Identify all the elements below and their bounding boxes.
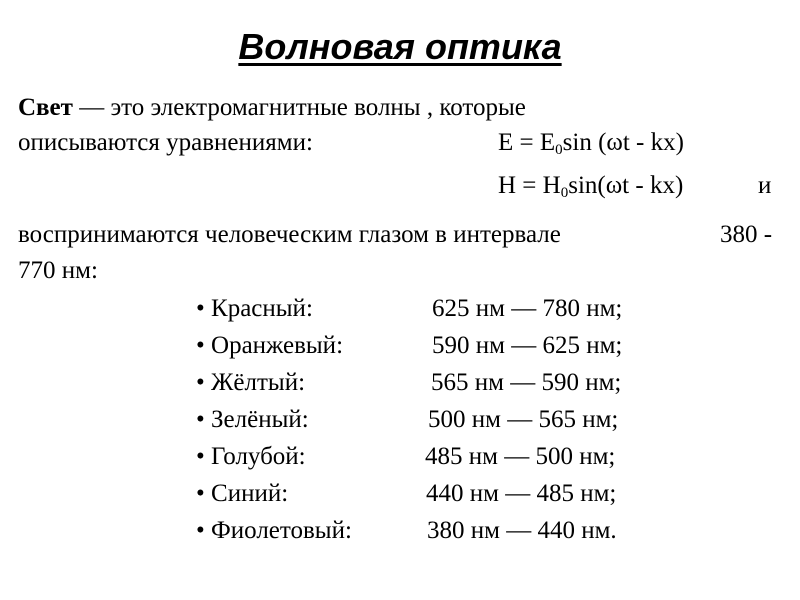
color-name: • Синий: [196,480,289,507]
color-wavelength-range: 565 нм — 590 нм; [431,369,622,396]
perception-range-start: 380 - [720,221,773,248]
intro-bold-word: Свет [18,94,73,121]
color-name: • Жёлтый: [196,369,306,396]
equation-e-suffix: sin (ωt - kx) [562,129,684,156]
color-wavelength-range: 590 нм — 625 нм; [432,332,623,359]
color-wavelength-range: 440 нм — 485 нм; [426,480,617,507]
equation-e-subscript: 0 [555,142,563,158]
equation-h-suffix: sin(ωt - kx) [568,172,684,199]
color-name: • Красный: [196,295,313,322]
intro-line-1 [18,93,526,123]
color-name: • Голубой: [196,443,306,470]
equation-h [498,171,683,201]
color-wavelength-range: 485 нм — 500 нм; [425,443,616,470]
equation-h-subscript: 0 [560,185,569,201]
color-name: • Оранжевый: [196,332,344,359]
conjunction-and: и [758,172,772,199]
equation-e [498,128,684,158]
color-range-list [196,294,756,554]
color-wavelength-range: 500 нм — 565 нм; [428,406,619,433]
slide-title: Волновая оптика [238,26,562,67]
intro-line-2: описываются уравнениями: [18,129,313,156]
perception-line-2: 770 нм: [18,257,98,284]
color-wavelength-range: 625 нм — 780 нм; [432,295,623,322]
equation-h-prefix: H = H [498,172,561,199]
intro-rest: — это электромагнитные волны , которые [72,94,526,121]
color-name: • Фиолетовый: [196,517,352,544]
perception-line-1: воспринимаются человеческим глазом в интервале [18,221,561,248]
equation-e-prefix: E = E [498,129,556,156]
color-wavelength-range: 380 нм — 440 нм. [427,517,617,544]
color-name: • Зелёный: [196,406,309,433]
